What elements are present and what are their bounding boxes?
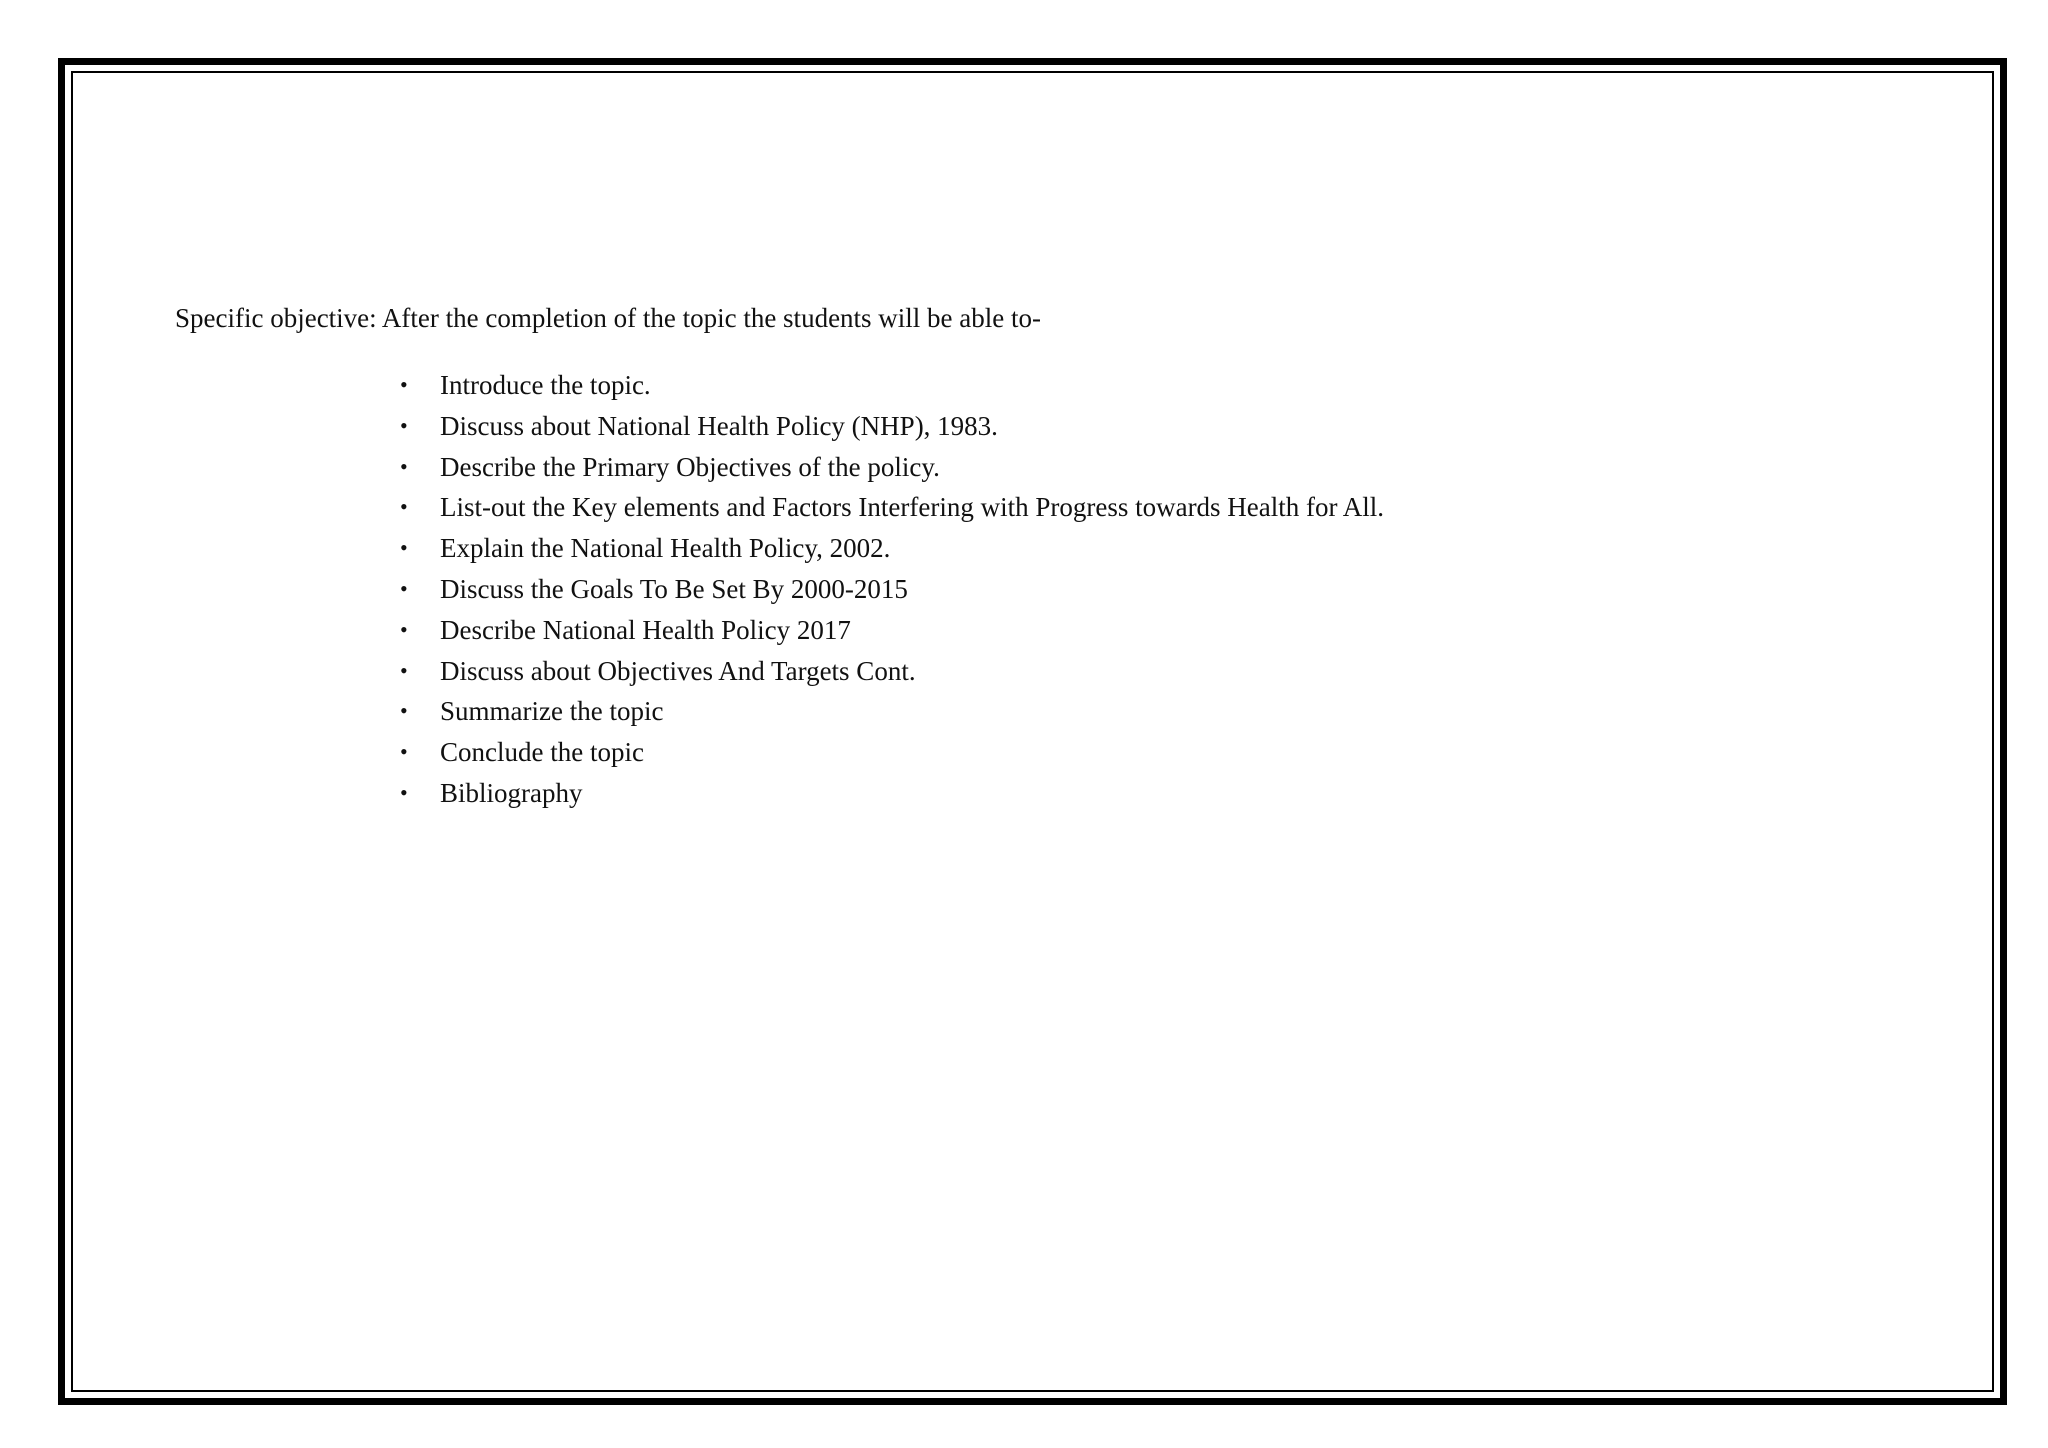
list-item xyxy=(400,610,1384,651)
list-item xyxy=(400,569,1384,610)
list-item-text: Discuss about National Health Policy (NHP), 1983. xyxy=(440,410,998,441)
objective-heading: Specific objective: After the completion of the topic the students will be able to- xyxy=(175,303,1042,333)
bullet-icon: • xyxy=(400,698,408,724)
list-item-text: Explain the National Health Policy, 2002. xyxy=(440,533,891,564)
list-item xyxy=(400,447,1384,488)
list-item xyxy=(400,651,1384,692)
bullet-icon: • xyxy=(400,779,408,805)
bullet-icon: • xyxy=(400,739,408,765)
list-item-text: Discuss about Objectives And Targets Cont. xyxy=(440,655,916,686)
list-item xyxy=(400,406,1384,447)
bullet-icon: • xyxy=(400,616,408,642)
bullet-icon: • xyxy=(400,494,408,520)
list-item-text: Describe the Primary Objectives of the policy. xyxy=(440,451,940,482)
bullet-icon: • xyxy=(400,575,408,601)
list-item-text: List-out the Key elements and Factors Interfering with Progress towards Health for All. xyxy=(440,492,1385,523)
list-item-text: Bibliography xyxy=(440,777,583,808)
objective-list xyxy=(400,365,1384,814)
list-item xyxy=(400,691,1384,732)
list-item-text: Conclude the topic xyxy=(440,737,644,768)
list-item xyxy=(400,365,1384,406)
list-item-text: Describe National Health Policy 2017 xyxy=(440,614,851,645)
bullet-icon: • xyxy=(400,372,408,397)
list-item-text: Summarize the topic xyxy=(440,696,664,727)
list-item xyxy=(400,732,1384,773)
bullet-icon: • xyxy=(400,535,408,561)
bullet-icon: • xyxy=(400,657,408,683)
list-item xyxy=(400,487,1384,528)
bullet-icon: • xyxy=(400,453,408,479)
list-item-text: Discuss the Goals To Be Set By 2000-2015 xyxy=(440,573,908,604)
list-item-text: Introduce the topic. xyxy=(440,370,651,400)
list-item xyxy=(400,773,1384,814)
list-item xyxy=(400,528,1384,569)
bullet-icon: • xyxy=(400,412,408,438)
